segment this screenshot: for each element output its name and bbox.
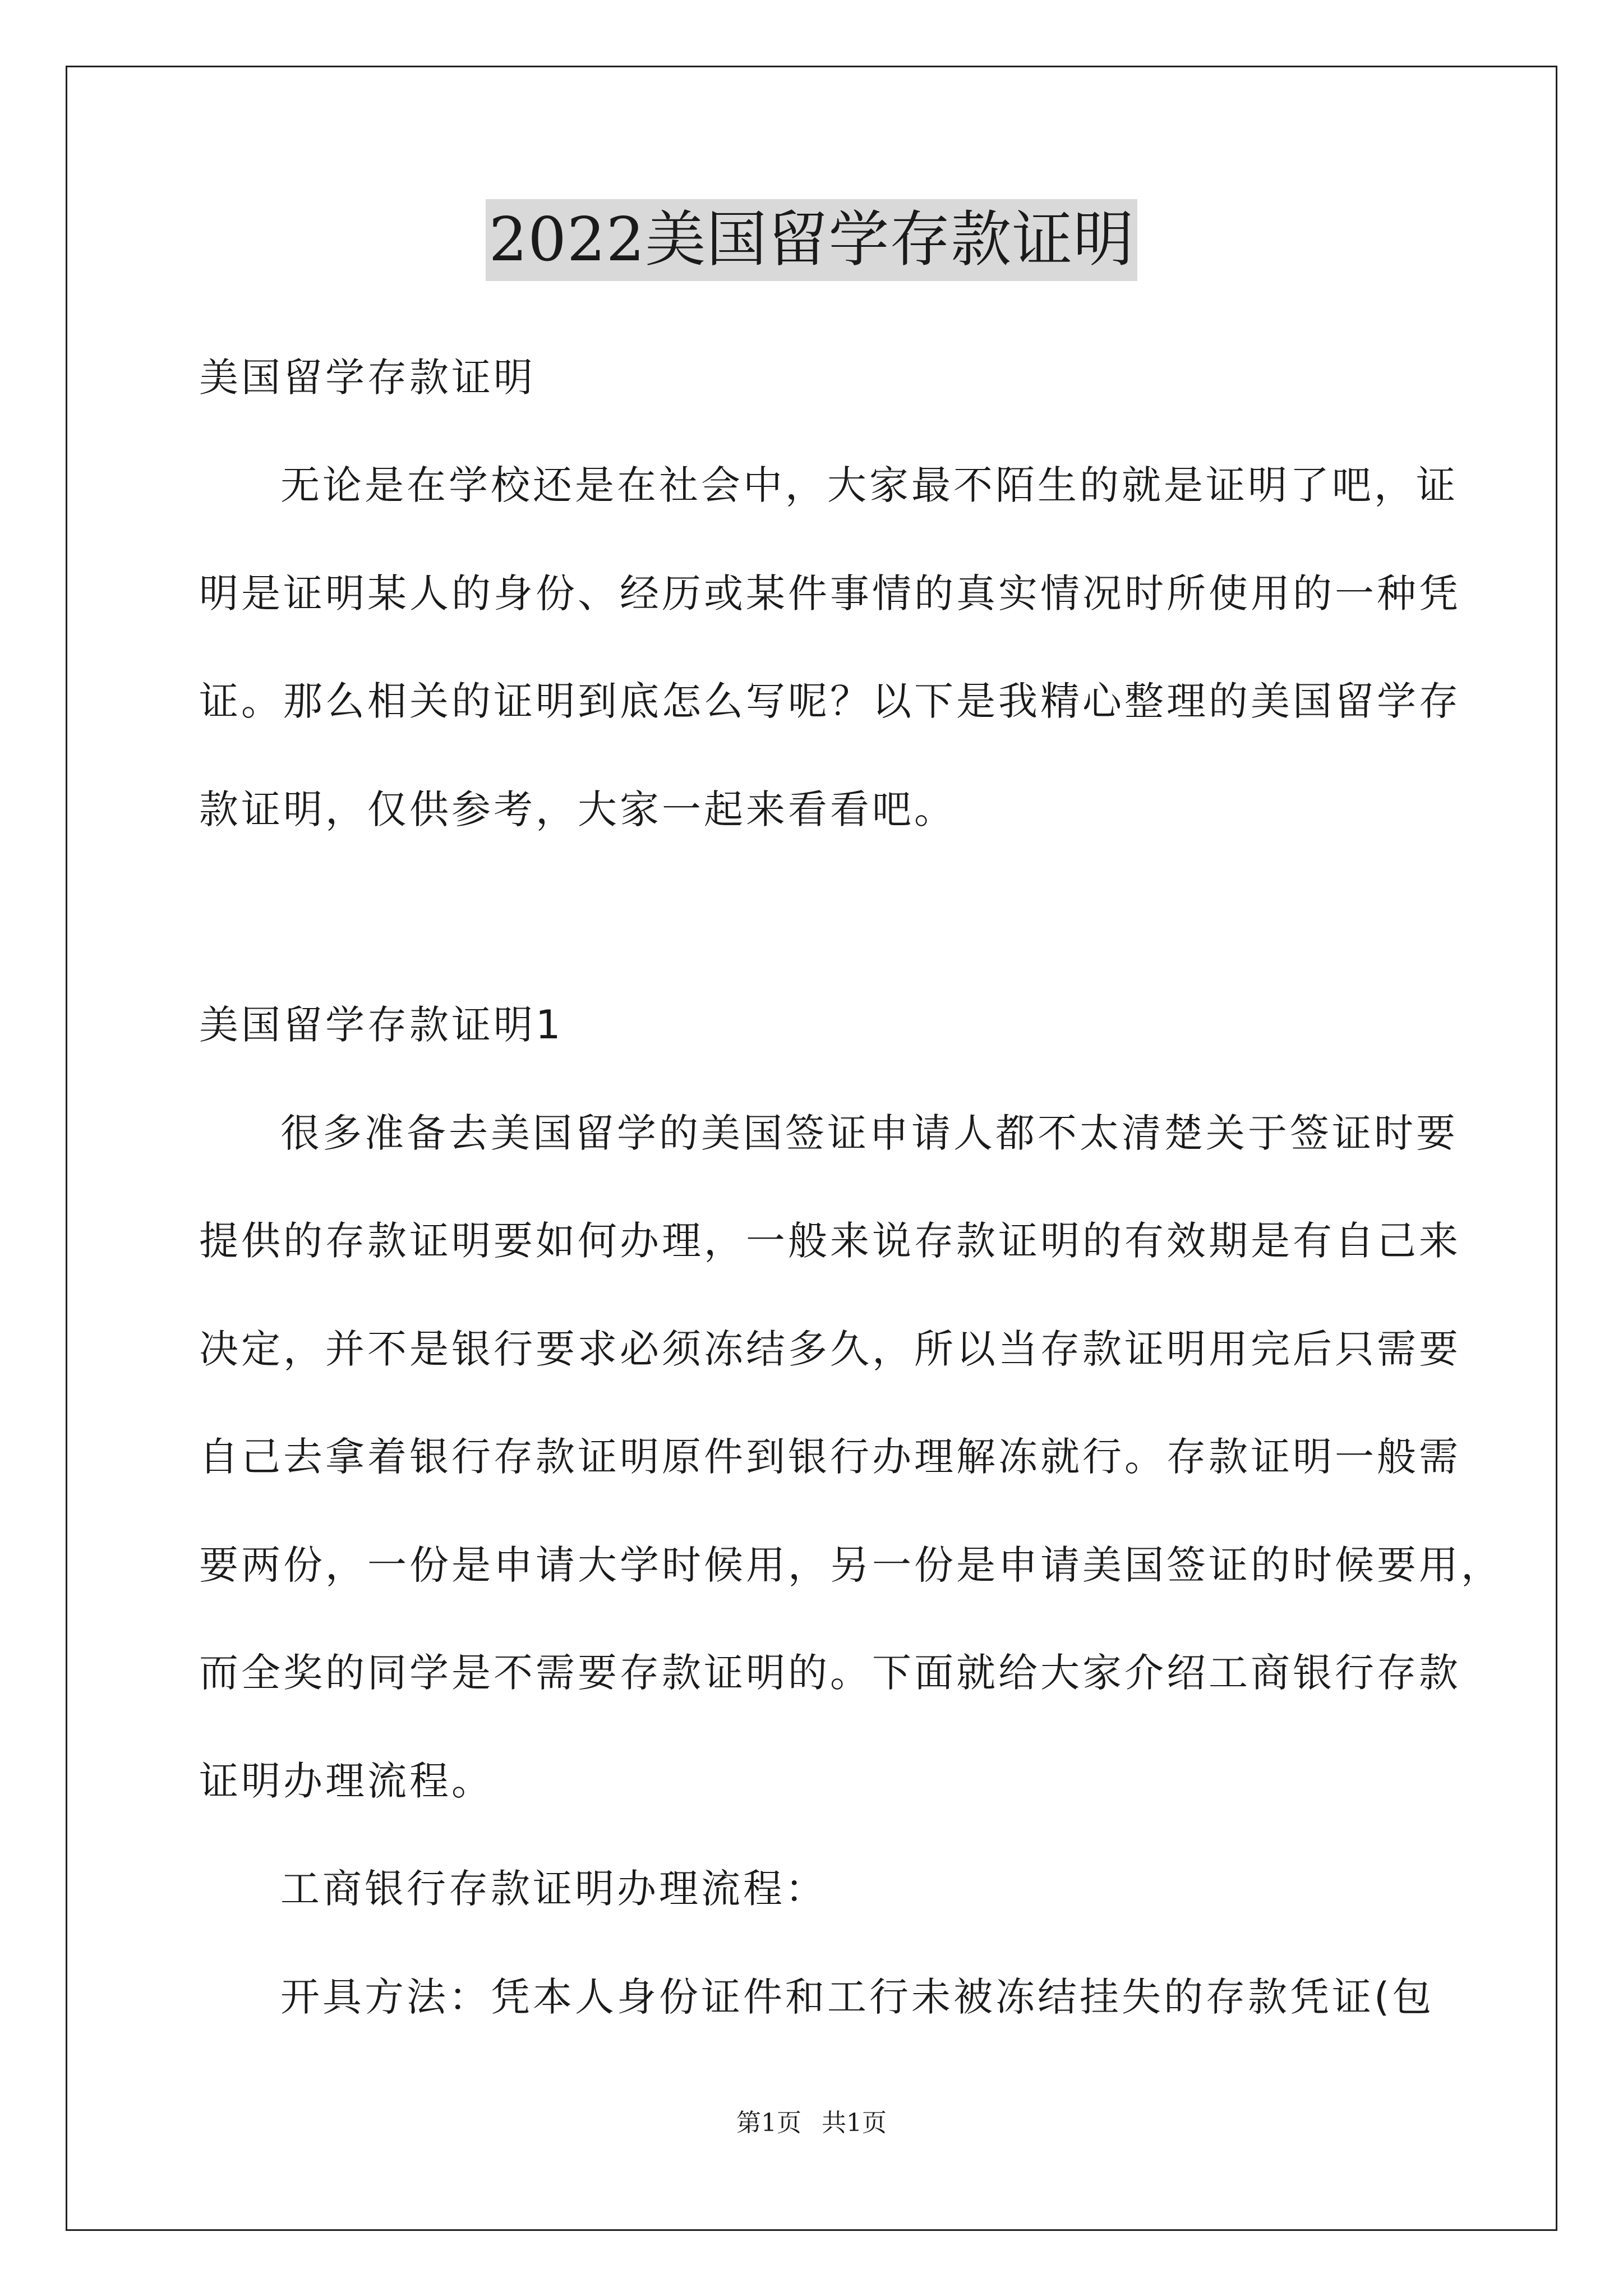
section-line: 很多准备去美国留学的美国签证申请人都不太清楚关于签证时要 [280,1110,1458,1156]
document-title: 2022美国留学存款证明 [486,199,1138,281]
intro-line: 无论是在学校还是在社会中，大家最不陌生的就是证明了吧，证 [280,462,1458,508]
page-footer [0,2106,1623,2140]
intro-line: 证。那么相关的证明到底怎么写呢？以下是我精心整理的美国留学存 [199,678,1461,724]
page-number-total: 共1页 [822,2109,887,2137]
title-container [0,199,1623,281]
section-line: 自己去拿着银行存款证明原件到银行办理解冻就行。存款证明一般需 [199,1434,1461,1480]
section-line: 决定，并不是银行要求必须冻结多久，所以当存款证明用完后只需要 [199,1326,1461,1372]
document-subtitle: 美国留学存款证明 [199,355,536,401]
page-number-current: 第1页 [736,2109,801,2137]
section-line: 提供的存款证明要如何办理，一般来说存款证明的有效期是有自己来 [199,1218,1461,1264]
intro-line: 明是证明某人的身份、经历或某件事情的真实情况时所使用的一种凭 [199,570,1461,616]
section-line: 而全奖的同学是不需要存款证明的。下面就给大家介绍工商银行存款 [199,1650,1461,1696]
method-line: 开具方法：凭本人身份证件和工行未被冻结挂失的存款凭证(包 [280,1974,1435,2020]
section-heading: 美国留学存款证明1 [199,1002,564,1048]
section-line: 证明办理流程。 [199,1758,494,1804]
section-line: 要两份，一份是申请大学时候用，另一份是申请美国签证的时候要用， [199,1542,1503,1588]
intro-line: 款证明，仅供参考，大家一起来看看吧。 [199,786,956,832]
process-heading: 工商银行存款证明办理流程： [280,1866,827,1912]
